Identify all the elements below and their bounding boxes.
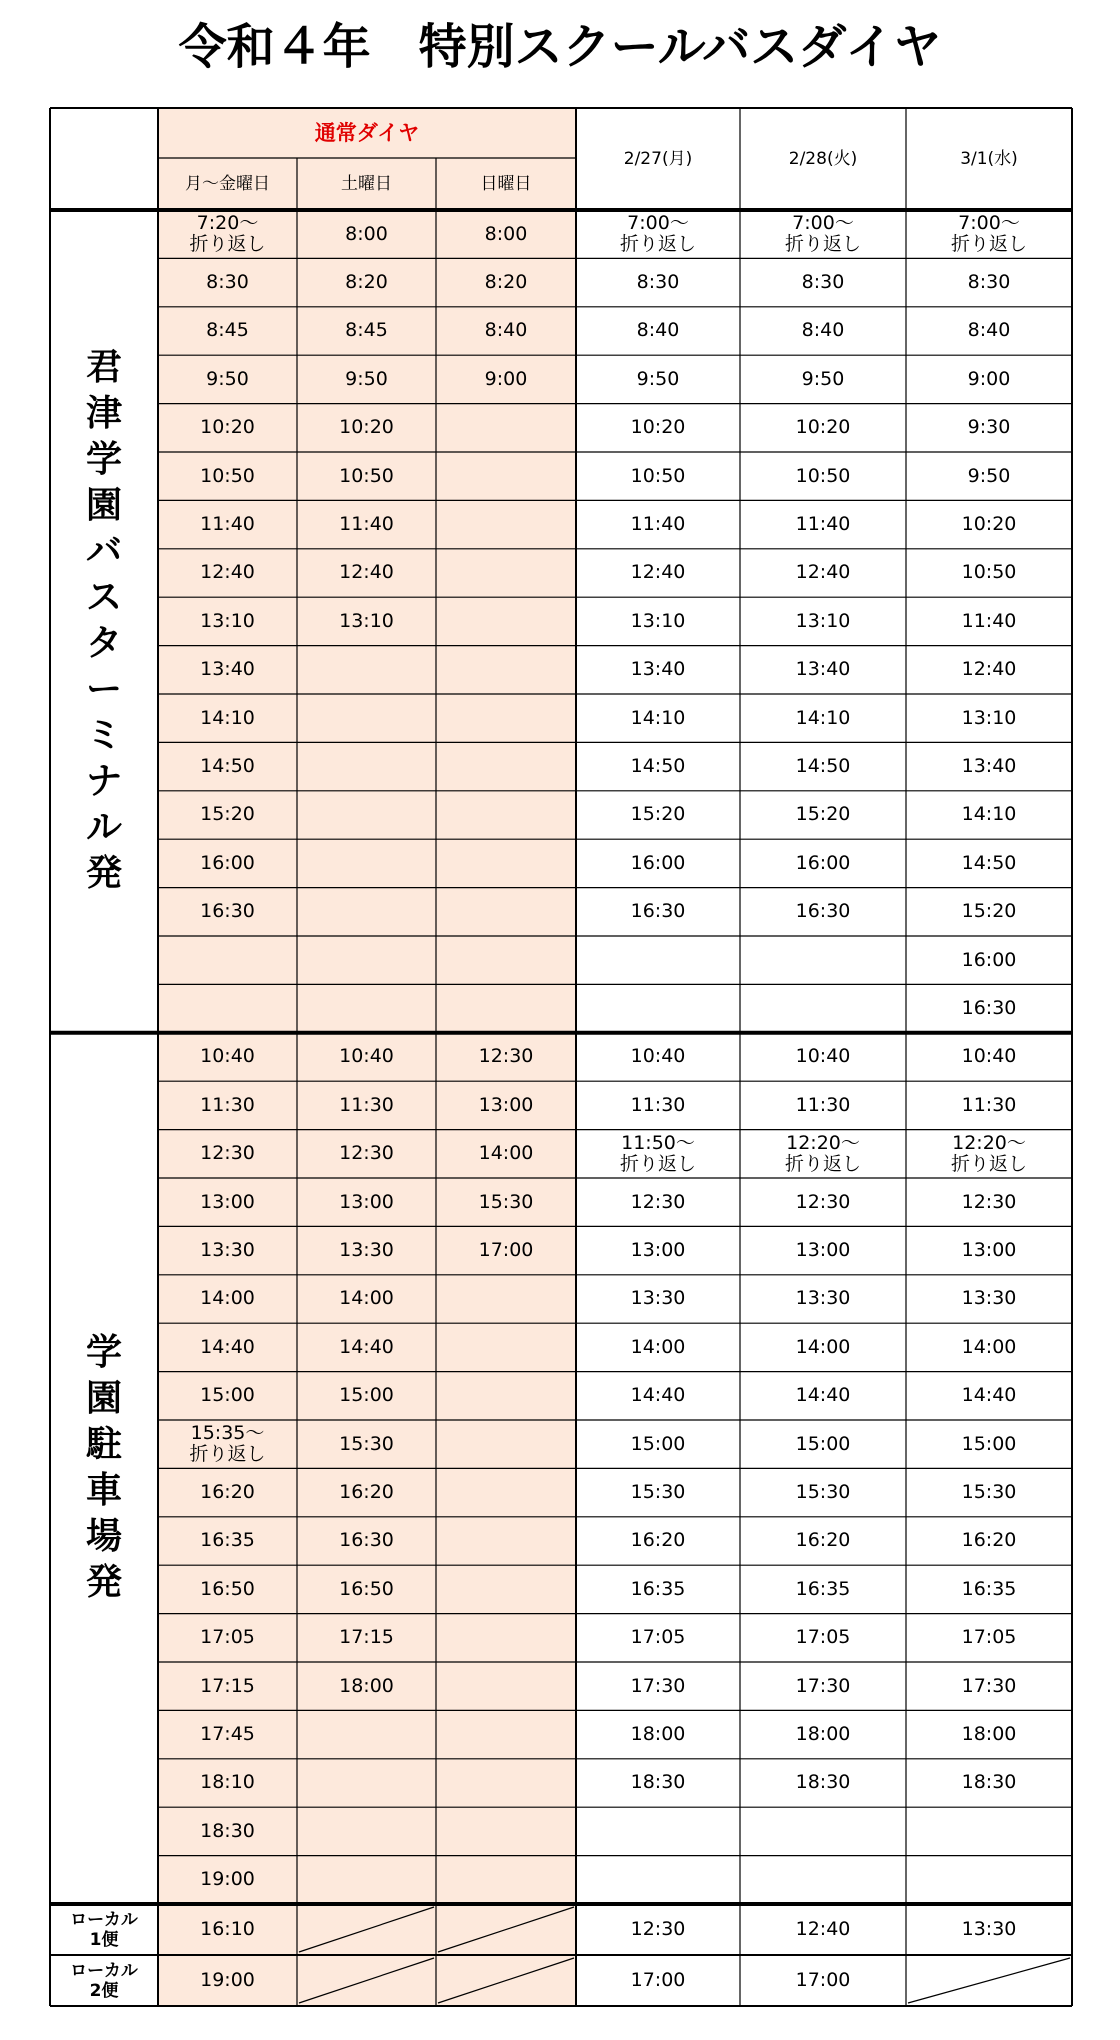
- time-cell: 11:30: [339, 1093, 394, 1116]
- time-cell: 16:35: [630, 1577, 686, 1600]
- time-cell: 9:50: [967, 464, 1011, 487]
- time-cell: 12:30: [200, 1142, 255, 1165]
- time-cell: 17:05: [630, 1626, 686, 1649]
- time-cell: 15:00: [200, 1384, 255, 1407]
- time-cell: 18:30: [795, 1771, 851, 1794]
- header-day-0228: 2/28(火): [788, 148, 858, 169]
- time-cell: 11:30: [961, 1093, 1017, 1116]
- time-cell: 15:00: [630, 1432, 686, 1455]
- time-cell: 14:10: [795, 706, 851, 729]
- time-cell: 17:15: [339, 1626, 394, 1649]
- section-label-parking: 学 園 駐 車 場 発: [85, 1332, 122, 1604]
- time-cell: 10:40: [339, 1045, 394, 1068]
- time-cell: 11:40: [961, 609, 1017, 632]
- time-cell: 15:20: [961, 900, 1017, 923]
- time-cell: 13:00: [961, 1239, 1017, 1262]
- time-cell: 14:50: [200, 755, 255, 778]
- time-cell: 10:20: [339, 416, 394, 439]
- time-cell: 12:30: [961, 1190, 1017, 1213]
- time-cell: 11:50～ 折り返し: [619, 1131, 696, 1175]
- local-time-cell: 13:30: [961, 1918, 1017, 1940]
- time-cell: 14:50: [795, 755, 851, 778]
- time-cell: 8:20: [345, 271, 388, 294]
- time-cell: 15:30: [795, 1481, 851, 1504]
- time-cell: 7:00～ 折り返し: [619, 212, 696, 256]
- time-cell: 10:40: [961, 1045, 1017, 1068]
- time-cell: 16:35: [200, 1529, 255, 1552]
- time-cell: 13:40: [630, 658, 686, 681]
- time-cell: 10:50: [200, 464, 255, 487]
- time-cell: 12:20～ 折り返し: [784, 1131, 861, 1175]
- time-cell: 14:10: [961, 803, 1017, 826]
- time-cell: 14:40: [630, 1384, 686, 1407]
- time-cell: 13:30: [795, 1287, 851, 1310]
- time-cell: 10:20: [200, 416, 255, 439]
- time-cell: 14:50: [961, 851, 1017, 874]
- time-cell: 13:00: [478, 1093, 534, 1116]
- time-cell: 16:30: [630, 900, 686, 923]
- time-cell: 9:00: [967, 367, 1011, 390]
- time-cell: 14:40: [795, 1384, 851, 1407]
- time-cell: 14:00: [795, 1335, 851, 1358]
- time-cell: 11:40: [339, 513, 394, 536]
- time-cell: 17:15: [200, 1674, 255, 1697]
- time-cell: 19:00: [200, 1868, 255, 1891]
- time-cell: 8:20: [484, 271, 528, 294]
- time-cell: 12:20～ 折り返し: [950, 1131, 1027, 1175]
- time-cell: 14:00: [478, 1142, 534, 1165]
- time-cell: 11:30: [200, 1093, 255, 1116]
- time-cell: 12:40: [200, 561, 255, 584]
- time-cell: 16:20: [339, 1481, 394, 1504]
- local-label: ローカル 1便: [70, 1909, 138, 1950]
- time-cell: 9:30: [967, 416, 1011, 439]
- local-time-cell: 17:00: [630, 1969, 686, 1991]
- time-cell: 8:00: [484, 222, 528, 245]
- time-cell: 8:30: [801, 271, 845, 294]
- time-cell: 13:30: [339, 1239, 394, 1262]
- time-cell: 15:30: [630, 1481, 686, 1504]
- time-cell: 13:30: [200, 1239, 255, 1262]
- time-cell: 9:50: [206, 367, 249, 390]
- time-cell: 10:40: [795, 1045, 851, 1068]
- time-cell: 9:00: [484, 367, 528, 390]
- time-cell: 8:40: [484, 319, 528, 342]
- time-cell: 9:50: [801, 367, 845, 390]
- time-cell: 13:40: [961, 755, 1017, 778]
- time-cell: 11:40: [630, 513, 686, 536]
- time-cell: 15:00: [339, 1384, 394, 1407]
- time-cell: 17:45: [200, 1723, 255, 1746]
- time-cell: 13:30: [630, 1287, 686, 1310]
- time-cell: 10:40: [200, 1045, 255, 1068]
- header-day-0301: 3/1(水): [960, 148, 1018, 169]
- time-cell: 15:20: [630, 803, 686, 826]
- no-service-slash: [908, 1958, 1070, 2003]
- time-cell: 10:20: [795, 416, 851, 439]
- time-cell: 18:00: [339, 1674, 394, 1697]
- time-cell: 14:00: [961, 1335, 1017, 1358]
- time-cell: 14:00: [630, 1335, 686, 1358]
- time-cell: 17:30: [630, 1674, 686, 1697]
- time-cell: 18:00: [630, 1723, 686, 1746]
- time-cell: 8:45: [345, 319, 388, 342]
- time-cell: 7:20～ 折り返し: [189, 212, 266, 256]
- time-cell: 12:40: [339, 561, 394, 584]
- time-cell: 16:20: [795, 1529, 851, 1552]
- time-cell: 15:20: [795, 803, 851, 826]
- time-cell: 8:40: [801, 319, 845, 342]
- time-cell: 18:10: [200, 1771, 255, 1794]
- time-cell: 16:50: [200, 1577, 255, 1600]
- time-cell: 7:00～ 折り返し: [784, 212, 861, 256]
- time-cell: 13:00: [795, 1239, 851, 1262]
- local-time-cell: 12:40: [795, 1918, 851, 1940]
- time-cell: 8:45: [206, 319, 249, 342]
- header-weekday: 月～金曜日: [185, 173, 270, 194]
- time-cell: 13:10: [961, 706, 1017, 729]
- time-cell: 13:40: [795, 658, 851, 681]
- time-cell: 14:50: [630, 755, 686, 778]
- time-cell: 13:10: [339, 609, 394, 632]
- time-cell: 15:20: [200, 803, 255, 826]
- time-cell: 13:10: [630, 609, 686, 632]
- time-cell: 8:40: [967, 319, 1011, 342]
- time-cell: 8:30: [206, 271, 249, 294]
- time-cell: 12:40: [630, 561, 686, 584]
- time-cell: 13:10: [795, 609, 851, 632]
- header-day-0227: 2/27(月): [623, 148, 693, 169]
- time-cell: 16:20: [630, 1529, 686, 1552]
- time-cell: 15:35～ 折り返し: [189, 1422, 266, 1466]
- time-cell: 16:35: [961, 1577, 1017, 1600]
- time-cell: 16:00: [200, 851, 255, 874]
- time-cell: 12:40: [795, 561, 851, 584]
- time-cell: 16:00: [795, 851, 851, 874]
- time-cell: 10:50: [961, 561, 1017, 584]
- time-cell: 12:30: [630, 1190, 686, 1213]
- time-cell: 11:40: [795, 513, 851, 536]
- time-cell: 18:30: [961, 1771, 1017, 1794]
- header-sunday: 日曜日: [480, 173, 532, 194]
- time-cell: 8:40: [636, 319, 680, 342]
- time-cell: 17:05: [961, 1626, 1017, 1649]
- time-cell: 11:30: [630, 1093, 686, 1116]
- time-cell: 16:00: [961, 948, 1017, 971]
- local-time-cell: 12:30: [630, 1918, 686, 1940]
- time-cell: 14:40: [961, 1384, 1017, 1407]
- section-label-bus-terminal: 君 津 学 園 バ ス タ ー ミ ナ ル 発: [85, 347, 122, 895]
- time-cell: 17:00: [478, 1239, 534, 1262]
- time-cell: 16:20: [961, 1529, 1017, 1552]
- time-cell: 17:30: [795, 1674, 851, 1697]
- time-cell: 12:30: [795, 1190, 851, 1213]
- time-cell: 10:50: [630, 464, 686, 487]
- time-cell: 15:00: [961, 1432, 1017, 1455]
- time-cell: 14:10: [200, 706, 255, 729]
- time-cell: 10:50: [795, 464, 851, 487]
- time-cell: 16:30: [961, 997, 1017, 1020]
- time-cell: 9:50: [636, 367, 680, 390]
- time-cell: 16:20: [200, 1481, 255, 1504]
- time-cell: 8:30: [967, 271, 1011, 294]
- time-cell: 10:20: [630, 416, 686, 439]
- time-cell: 8:00: [345, 222, 388, 245]
- time-cell: 14:10: [630, 706, 686, 729]
- time-cell: 11:40: [200, 513, 255, 536]
- time-cell: 10:20: [961, 513, 1017, 536]
- time-cell: 18:30: [630, 1771, 686, 1794]
- header-saturday: 土曜日: [341, 173, 392, 194]
- local-label: ローカル 2便: [70, 1960, 138, 2001]
- time-cell: 13:00: [339, 1190, 394, 1213]
- time-cell: 9:50: [345, 367, 388, 390]
- time-cell: 15:00: [795, 1432, 851, 1455]
- time-cell: 17:05: [200, 1626, 255, 1649]
- time-cell: 8:30: [636, 271, 680, 294]
- time-cell: 10:40: [630, 1045, 686, 1068]
- time-cell: 14:40: [200, 1335, 255, 1358]
- local-time-cell: 19:00: [200, 1969, 255, 1991]
- time-cell: 15:30: [478, 1190, 534, 1213]
- time-cell: 13:30: [961, 1287, 1017, 1310]
- time-cell: 13:00: [630, 1239, 686, 1262]
- time-cell: 16:50: [339, 1577, 394, 1600]
- time-cell: 16:35: [795, 1577, 851, 1600]
- page-title: 令和４年 特別スクールバスダイヤ: [178, 19, 942, 75]
- header-normal-schedule: 通常ダイヤ: [314, 120, 420, 145]
- local-time-cell: 17:00: [795, 1969, 851, 1991]
- time-cell: 13:00: [200, 1190, 255, 1213]
- time-cell: 12:40: [961, 658, 1017, 681]
- time-cell: 18:30: [200, 1819, 255, 1842]
- time-cell: 14:00: [339, 1287, 394, 1310]
- time-cell: 12:30: [478, 1045, 534, 1068]
- time-cell: 18:00: [961, 1723, 1017, 1746]
- time-cell: 13:10: [200, 609, 255, 632]
- time-cell: 12:30: [339, 1142, 394, 1165]
- time-cell: 11:30: [795, 1093, 851, 1116]
- time-cell: 16:30: [200, 900, 255, 923]
- time-cell: 17:05: [795, 1626, 851, 1649]
- time-cell: 16:30: [795, 900, 851, 923]
- time-cell: 7:00～ 折り返し: [950, 212, 1027, 256]
- time-cell: 18:00: [795, 1723, 851, 1746]
- time-cell: 10:50: [339, 464, 394, 487]
- local-time-cell: 16:10: [200, 1918, 255, 1940]
- time-cell: 14:00: [200, 1287, 255, 1310]
- time-cell: 16:00: [630, 851, 686, 874]
- time-cell: 16:30: [339, 1529, 394, 1552]
- time-cell: 15:30: [339, 1432, 394, 1455]
- time-cell: 15:30: [961, 1481, 1017, 1504]
- time-cell: 13:40: [200, 658, 255, 681]
- time-cell: 14:40: [339, 1335, 394, 1358]
- time-cell: 17:30: [961, 1674, 1017, 1697]
